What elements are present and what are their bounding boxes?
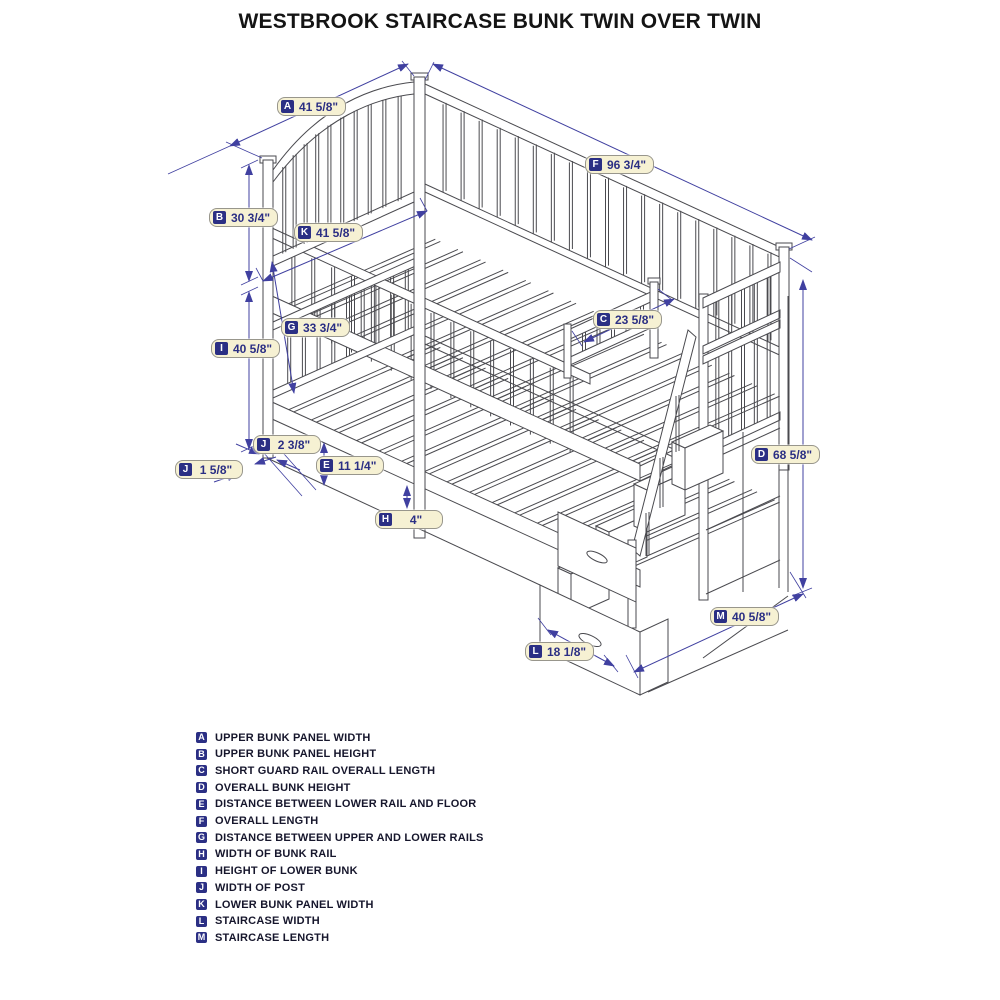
legend-row-i: I HEIGHT OF LOWER BUNK [196, 865, 358, 878]
dim-badge-j-side: J [179, 463, 192, 476]
legend-badge-h: H [196, 849, 207, 860]
legend-badge-b: B [196, 749, 207, 760]
dim-badge-a: A [281, 100, 294, 113]
dim-badge-l: L [529, 645, 542, 658]
dim-label-f: F 96 3/4" [585, 155, 654, 174]
legend-row-a: A UPPER BUNK PANEL WIDTH [196, 731, 371, 744]
dim-badge-h: H [379, 513, 392, 526]
dim-label-g: G 33 3/4" [281, 318, 350, 337]
legend-row-d: D OVERALL BUNK HEIGHT [196, 781, 351, 794]
legend-badge-k: K [196, 899, 207, 910]
dim-label-c: C 23 5/8" [593, 310, 662, 329]
legend-row-e: E DISTANCE BETWEEN LOWER RAIL AND FLOOR [196, 798, 476, 811]
legend-badge-l: L [196, 916, 207, 927]
legend-row-h: H WIDTH OF BUNK RAIL [196, 848, 337, 861]
dim-badge-k: K [298, 226, 311, 239]
dim-badge-b: B [213, 211, 226, 224]
dim-badge-c: C [597, 313, 610, 326]
dim-label-k: K 41 5/8" [294, 223, 363, 242]
dim-label-h: H 4" [375, 510, 443, 529]
legend-row-c: C SHORT GUARD RAIL OVERALL LENGTH [196, 764, 435, 777]
legend-badge-i: I [196, 866, 207, 877]
dim-badge-e: E [320, 459, 333, 472]
legend-badge-g: G [197, 832, 205, 843]
legend-badge-e: E [196, 799, 207, 810]
bed-structure [260, 73, 792, 695]
legend-row-g: G DISTANCE BETWEEN UPPER AND LOWER RAILS [197, 831, 484, 844]
dim-badge-g: G [285, 321, 298, 334]
legend-row-m: M STAIRCASE LENGTH [197, 931, 330, 944]
legend-badge-f: F [196, 816, 207, 827]
page-title: WESTBROOK STAIRCASE BUNK TWIN OVER TWIN [238, 10, 762, 33]
legend-row-j: J WIDTH OF POST [196, 881, 305, 894]
dim-label-b: B 30 3/4" [209, 208, 278, 227]
dim-badge-j-front: J [257, 438, 270, 451]
dim-label-j-side: J 1 5/8" [175, 460, 243, 479]
dim-badge-f: F [589, 158, 602, 171]
legend-badge-a: A [196, 732, 207, 743]
legend-badge-j: J [196, 882, 207, 893]
dim-label-e: E 11 1/4" [316, 456, 384, 475]
dim-label-a: A 41 5/8" [277, 97, 346, 116]
dim-label-i: I 40 5/8" [211, 339, 280, 358]
legend-row-k: K LOWER BUNK PANEL WIDTH [196, 898, 374, 911]
dim-badge-i: I [215, 342, 228, 355]
dim-badge-d: D [755, 448, 768, 461]
dim-badge-m: M [714, 610, 727, 623]
legend-row-f: F OVERALL LENGTH [196, 815, 318, 828]
legend-badge-c: C [196, 765, 207, 776]
dim-label-m: M 40 5/8" [710, 607, 779, 626]
legend-badge-d: D [196, 782, 207, 793]
dim-label-d: D 68 5/8" [751, 445, 820, 464]
legend-badge-m: M [197, 932, 206, 943]
dim-label-l: L 18 1/8" [525, 642, 594, 661]
legend-row-l: L STAIRCASE WIDTH [196, 915, 320, 928]
legend-row-b: B UPPER BUNK PANEL HEIGHT [196, 748, 376, 761]
dim-label-j-front: J 2 3/8" [253, 435, 321, 454]
